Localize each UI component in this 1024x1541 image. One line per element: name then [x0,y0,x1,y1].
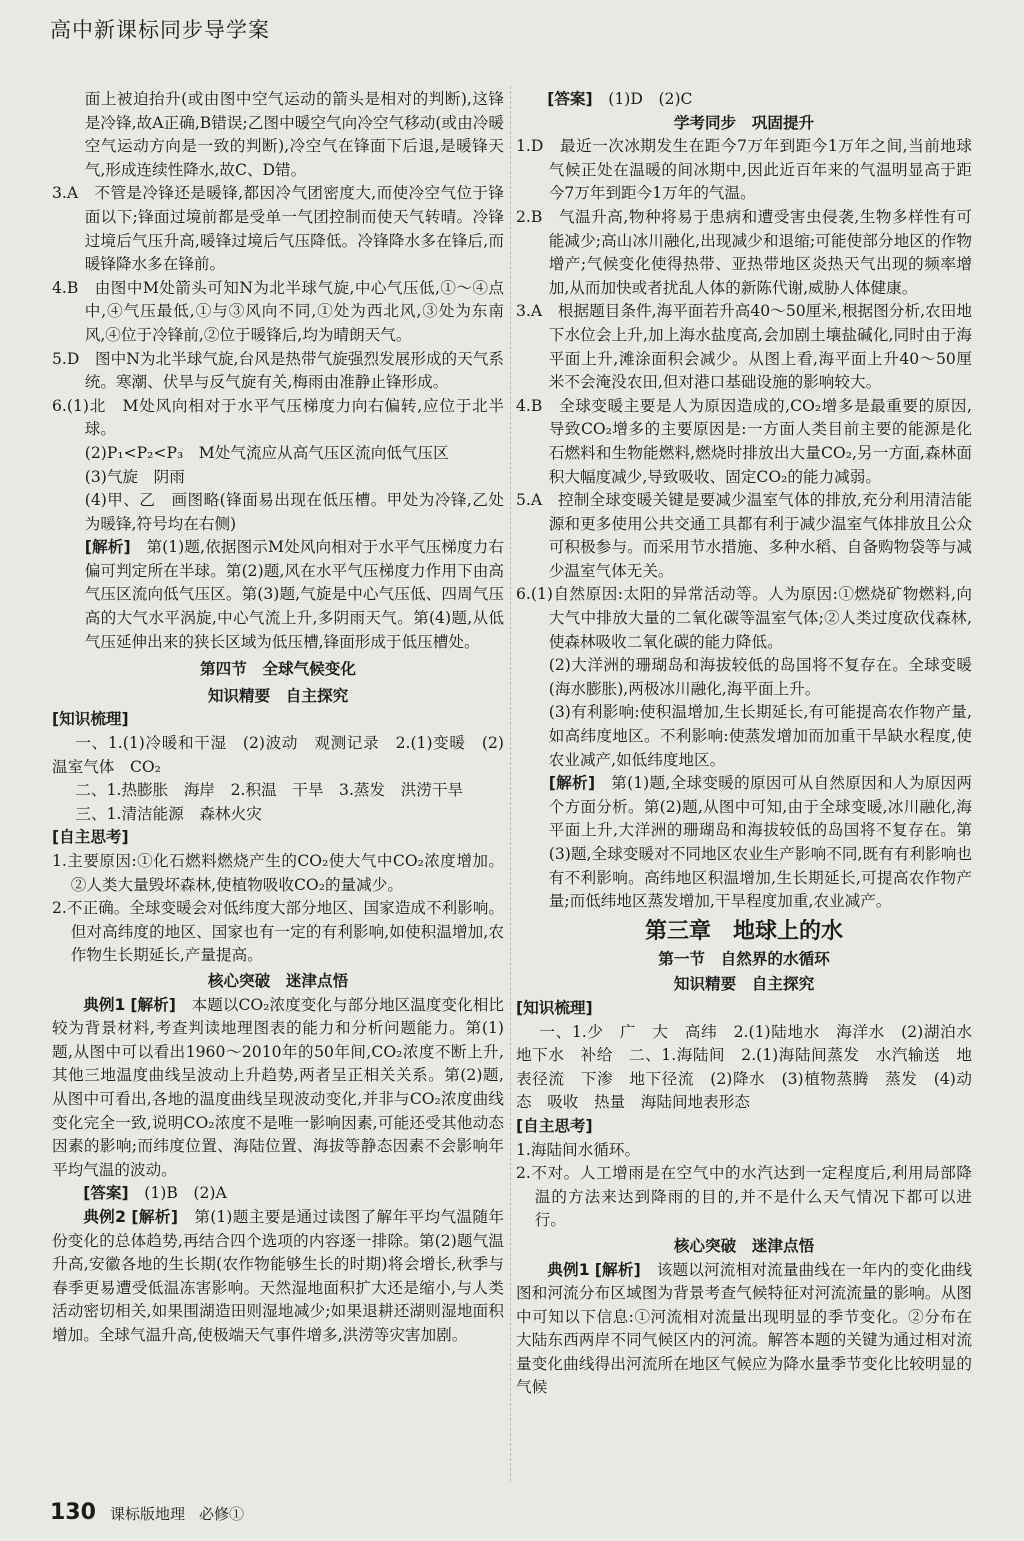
think-item-1: 1.海陆间水循环。 [516,1140,641,1159]
think-item-1: 1.主要原因:①化石燃料燃烧产生的CO₂使大气中CO₂浓度增加。②人类大量毁坏森林,使植物吸收CO₂的量减少。 [52,852,504,894]
knowledge-lines: 一、1.少 广 大 高纬 2.(1)陆地水 海洋水 (2)湖泊水 地下水 补给 二、1.海陆间 2.(1)海陆间蒸发 水汽输送 地表径流 下渗 地下径流 (2)降水 (3)植物蒸腾 蒸发 (4)动态 吸收 热量 海陆间地表形态 [516,1022,988,1112]
sync-item-5: 5.A 控制全球变暖关键是要减少温室气体的排放,充分利用清洁能源和更多使用公共交通工具都有利于减少温室气体排放且公众可积极参与。而采用节水措施、多种水稻、自备购物袋等与减少温室气体无关。 [516,491,972,580]
analysis-tag: [解析] [84,538,131,557]
answer-item-5: 5.D 图中N为北半球气旋,台风是热带气旋强烈发展形成的天气系统。寒潮、伏旱与反气旋有关,梅雨由准静止锋形成。 [52,349,504,392]
book-volume: 必修① [198,1505,244,1523]
left-column [52,88,504,1347]
section-title: 第四节 全球气候变化 [200,660,356,679]
answer-item-6-part4: (4)甲、乙 画图略(锋面易出现在低压槽。甲处为冷锋,乙处为暖锋,符号均在右侧) [84,491,504,533]
knowledge-line-1: 一、1.(1)冷暖和干湿 (2)波动 观测记录 2.(1)变暖 (2)温室气体 CO₂ [52,734,504,776]
sync-item-6-part1: 6.(1)自然原因:太阳的异常活动等。人为原因:①燃烧矿物燃料,向大气中排放大量的二氧化碳等温室气体;②人类过度砍伐森林,使森林吸收二氧化碳的能力降低。 [516,585,972,651]
answer-item-6-part3: (3)气旋 阴雨 [84,467,185,486]
sync-item-6-part2: (2)大洋洲的珊瑚岛和海拔较低的岛国将不复存在。全球变暖(海水膨胀),两极冰川融化,海平面上升。 [548,656,972,698]
chapter-title: 第三章 地球上的水 [644,917,843,944]
answer-item-6-part2: (2)P₁<P₂<P₃ M处气流应从高气压区流向低气压区 [84,443,449,462]
core-title: 核心突破 迷津点悟 [207,971,349,990]
analysis-block: [解析] 第(1)题,全球变暖的原因可从自然原因和人为原因两个方面分析。第(2)题,从图中可知,由于全球变暖,冰川融化,海平面上升,大洋洲的珊瑚岛和海拔较低的岛国将不复存在。第(3)题,全球变暖对不同地区农业生产影响不同,既有有利影响也有不利影响。高纬地区积温增加,生长期延长,可提高农作物产量;而低纬地区蒸发增加,干旱程度加重,农业减产。 [548,774,972,911]
page-number: 130 [50,1500,96,1525]
section-title: 第一节 自然界的水循环 [658,949,830,968]
sync-title: 学考同步 巩固提升 [673,113,815,132]
answer-item-4: 4.B 由图中M处箭头可知N为北半球气旋,中心气压低,①～④点中,④气压最低,①与③风向不同,①处为西北风,③处为东南风,④位于冷锋前,②位于暖锋后,均为晴朗天气。 [52,278,504,344]
sync-item-4: 4.B 全球变暖主要是人为原因造成的,CO₂增多是最重要的原因,导致CO₂增多的主要原因是:一方面人类目前主要的能源是化石燃料和生物能燃料,燃烧时排放出大量CO₂,另一方面,森林面积大幅度减少,导致吸收、固定CO₂的能力减弱。 [516,396,972,486]
section-subtitle: 知识精要 自主探究 [673,975,815,994]
think-item-2: 2.不正确。全球变暖会对低纬度大部分地区、国家造成不利影响。但对高纬度的地区、国家也有一定的有利影响,如使积温增加,农作物生长期延长,产量提高。 [52,899,504,965]
paragraph-continued: 面上被迫抬升(或由图中空气运动的箭头是相对的判断),这锋是冷锋,故A正确,B错误;乙图中暖空气向冷空气移动(或由冷暖空气运动方向是一致的判断),冷空气在锋面下后退,是暖锋天气,形成连续性降水,故C、D错。 [84,90,504,179]
analysis-block: [解析] 第(1)题,依据图示M处风向相对于水平气压梯度力右偏可判定所在半球。第(2)题,风在水平气压梯度力作用下由高气压区流向低气压区。第(3)题,气旋是中心气压低、四周气压高的大气水平涡旋,中心气流上升,多阴雨天气。第(4)题,从低气压延伸出来的狭长区域为低压槽,锋面形成于低压槽处。 [84,538,504,651]
page-footer [50,1500,244,1525]
core-title: 核心突破 迷津点悟 [673,1236,815,1255]
example-2: 典例2 [解析] 第(1)题主要是通过读图了解年平均气温随年份变化的总体趋势,再结合四个选项的内容逐一排除。第(2)题气温升高,安徽各地的生长期(农作物能够生长的时期)将会增长,秋季与春季更易遭受低温冻害影响。天然湿地面积扩大还是缩小,与人类活动密切相关,如果围湖造田则湿地减少;如果退耕还湖则湿地面积增加。全球气温升高,使极端天气事件增多,洪涝等灾害加剧。 [52,1207,504,1344]
running-header: 高中新课标同步导学案 [50,18,270,42]
self-think-tag: [ 自主思考 ] [52,826,504,850]
sync-item-3: 3.A 根据题目条件,海平面若升高40～50厘米,根据图分析,农田地下水位会上升,加上海水盐度高,会加剧土壤盐碱化,同时由于海平面上升,滩涂面积会减少。从图上看,海平面上升40～50厘米不会淹没农田,但对港口基础设施的影响较大。 [516,302,972,392]
column-divider [510,86,511,1481]
knowledge-line-3: 三、1.清洁能源 森林火灾 [75,804,262,823]
sync-item-2: 2.B 气温升高,物种将易于患病和遭受害虫侵袭,生物多样性有可能减少;高山冰川融化,出现减少和退缩;可能使部分地区的作物增产;气候变化使得热带、亚热带地区炎热天气出现的频率增加,从而加快或者扰乱人体的新陈代谢,威胁人体健康。 [516,207,972,297]
section-subtitle: 知识精要 自主探究 [207,686,349,705]
answer-line: [答案] (1)D (2)C [547,90,693,108]
sync-item-1: 1.D 最近一次冰期发生在距今7万年到距今1万年之间,当前地球气候正处在温暖的间冰期中,因此近百年来的气温明显高于距今7万年到距今1万年的气温。 [516,137,972,203]
example-1: 典例1 [解析] 本题以CO₂浓度变化与部分地区温度变化相比较为背景材料,考查判读地理图表的能力和分析问题能力。第(1)题,从图中可以看出1960～2010年的50年间,CO₂浓度不断上升,其他三地温度曲线呈波动上升趋势,两者呈正相关关系。第(2)题,从图中可看出,各地的温度曲线呈现波动变化,并非与CO₂浓度曲线变化完全一致,说明CO₂浓度不是唯一影响因素,可能还受其他动态因素的影响;而纬度位置、海陆位置、海拔等静态因素不会影响年平均气温的波动。 [52,995,504,1179]
knowledge-tag: [ 知识梳理 ] [516,997,972,1021]
knowledge-tag: [ 知识梳理 ] [52,708,504,732]
example-1: 典例1 [解析] 该题以河流相对流量曲线在一年内的变化曲线图和河流分布区域图为背景考查气候特征对河流流量的影响。从图中可知以下信息:①河流相对流量出现明显的季节变化。②分布在大陆东西两岸不同气候区内的河流。解答本题的关键为通过相对流量变化曲线得出河流所在地区气候应为降水量季节变化比较明显的气候 [516,1260,972,1397]
sync-item-6-part3: (3)有利影响:使积温增加,生长期延长,有可能提高农作物产量,如高纬度地区。不利影响:使蒸发增加而加重干旱缺水程度,使农业减产,如低纬度地区。 [548,703,972,769]
answer-item-6-part1: 6.(1)北 M处风向相对于水平气压梯度力向右偏转,应位于北半球。 [52,396,504,439]
right-column [516,88,988,1400]
knowledge-line-2: 二、1.热膨胀 海岸 2.积温 干旱 3.蒸发 洪涝干旱 [75,781,464,800]
example-1-answer: [答案] (1)B (2)A [83,1184,227,1203]
self-think-tag: [ 自主思考 ] [516,1115,972,1139]
book-series: 课标版地理 [109,1505,185,1523]
answer-item-3: 3.A 不管是冷锋还是暖锋,都因冷气团密度大,而使冷空气位于锋面以下;锋面过境前都是受单一气团控制而使天气转晴。冷锋过境后气压升高,暖锋过境后气压降低。冷锋降水多在锋后,而暖锋降水多在锋前。 [52,184,504,274]
think-item-2: 2.不对。人工增雨是在空气中的水汽达到一定程度后,利用局部降温的方法来达到降雨的目的,并不是什么天气情况下都可以进行。 [516,1164,972,1230]
